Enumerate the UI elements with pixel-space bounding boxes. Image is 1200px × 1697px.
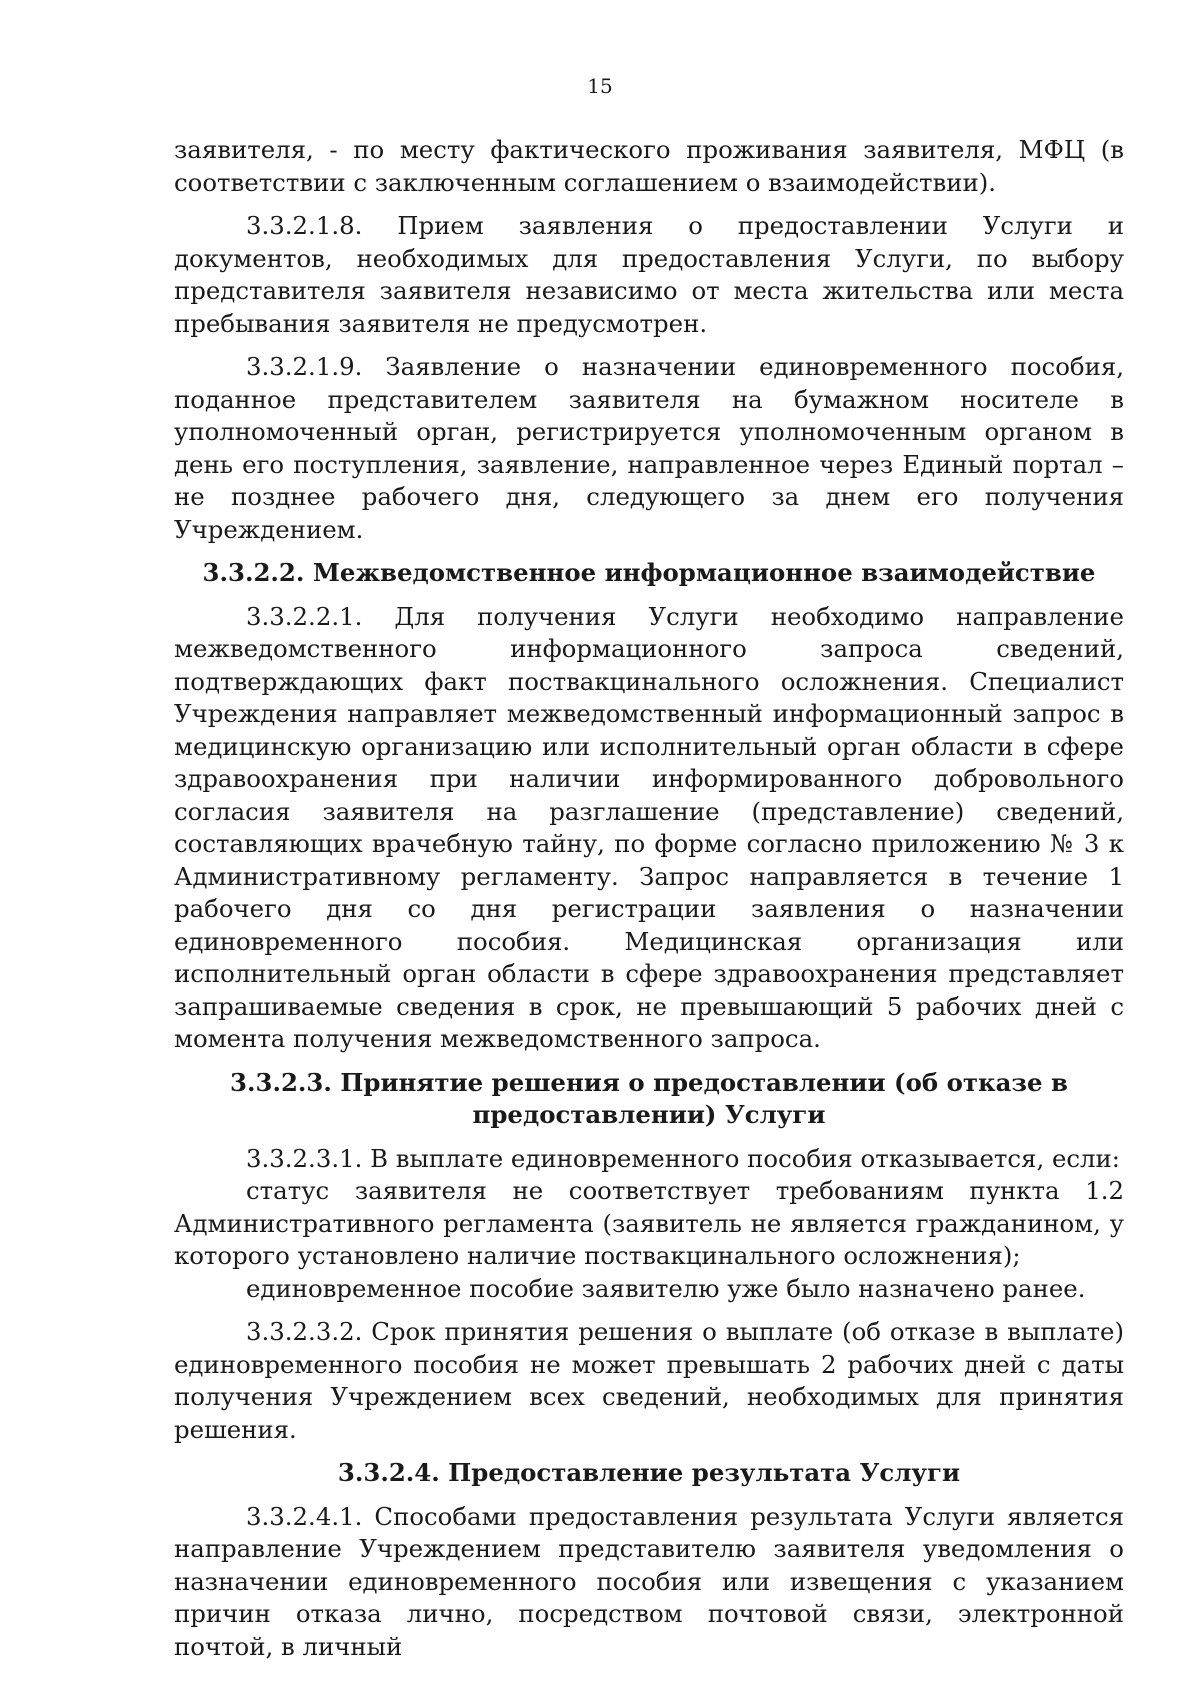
- paragraph-refusal-already-assigned: единовременное пособие заявителю уже было назначено ранее.: [246, 1273, 1086, 1303]
- heading-3-3-2-2: 3.3.2.2. Межведомственное информационное взаимодействие: [202, 558, 1096, 587]
- heading-3-3-2-3-line-2: предоставлении) Услуги: [472, 1100, 826, 1129]
- paragraph-3-3-2-4-1: 3.3.2.4.1. Способами предоставления результата Услуги является направление Учреждением представителю заявителя уведомления о назначении единовременного пособия или извещения с указанием причин отказа лично, посредством почтовой связи, электронной почтой, в личный: [174, 1501, 1124, 1661]
- heading-3-3-2-4: 3.3.2.4. Предоставление результата Услуги: [337, 1458, 961, 1487]
- heading-3-3-2-3: [174, 1067, 1124, 1132]
- paragraph-3-3-2-3-2: 3.3.2.3.2. Срок принятия решения о выплате (об отказе в выплате) единовременного пособия не может превышать 2 рабочих дней с даты получения Учреждением всех сведений, необходимых для принятия решения.: [174, 1317, 1124, 1444]
- paragraph-3-3-2-2-1: 3.3.2.2.1. Для получения Услуги необходимо направление межведомственного информационного запроса сведений, подтверждающих факт поствакцинального осложнения. Специалист Учреждения направляет межведомственный информационный запрос в медицинскую организацию или исполнительный орган области в сфере здравоохранения при наличии информированного добровольного согласия заявителя на разглашение (представление) сведений, составляющих врачебную тайну, по форме согласно приложению № 3 к Административному регламенту. Запрос направляется в течение 1 рабочего дня со дня регистрации заявления о назначении единовременного пособия. Медицинская организация или исполнительный орган области в сфере здравоохранения представляет запрашиваемые сведения в срок, не превышающий 5 рабочих дней с момента получения межведомственного запроса.: [174, 601, 1124, 1053]
- document-body: [174, 134, 1124, 1663]
- paragraph-3-3-2-1-8: 3.3.2.1.8. Прием заявления о предоставлении Услуги и документов, необходимых для предоставления Услуги, по выбору представителя заявителя независимо от места жительства или места пребывания заявителя не предусмотрен.: [174, 211, 1124, 338]
- paragraph-applicant-residence: заявителя, - по месту фактического проживания заявителя, МФЦ (в соответствии с заключенным соглашением о взаимодействии).: [174, 135, 1124, 197]
- heading-3-3-2-3-line-1: 3.3.2.3. Принятие решения о предоставлении (об отказе в: [230, 1067, 1068, 1097]
- page-number: 15: [587, 74, 613, 98]
- paragraph-3-3-2-3-1: 3.3.2.3.1. В выплате единовременного пособия отказывается, если:: [246, 1143, 1121, 1173]
- paragraph-3-3-2-1-9: 3.3.2.1.9. Заявление о назначении единовременного пособия, поданное представителем заявителя на бумажном носителе в уполномоченный орган, регистрируется уполномоченным органом в день его поступления, заявление, направленное через Единый портал – не позднее рабочего дня, следующего за днем его получения Учреждением.: [174, 352, 1124, 544]
- paragraph-refusal-status: статус заявителя не соответствует требованиям пункта 1.2 Административного регламента (заявитель не является гражданином, у которого установлено наличие поствакцинального осложнения);: [174, 1176, 1124, 1270]
